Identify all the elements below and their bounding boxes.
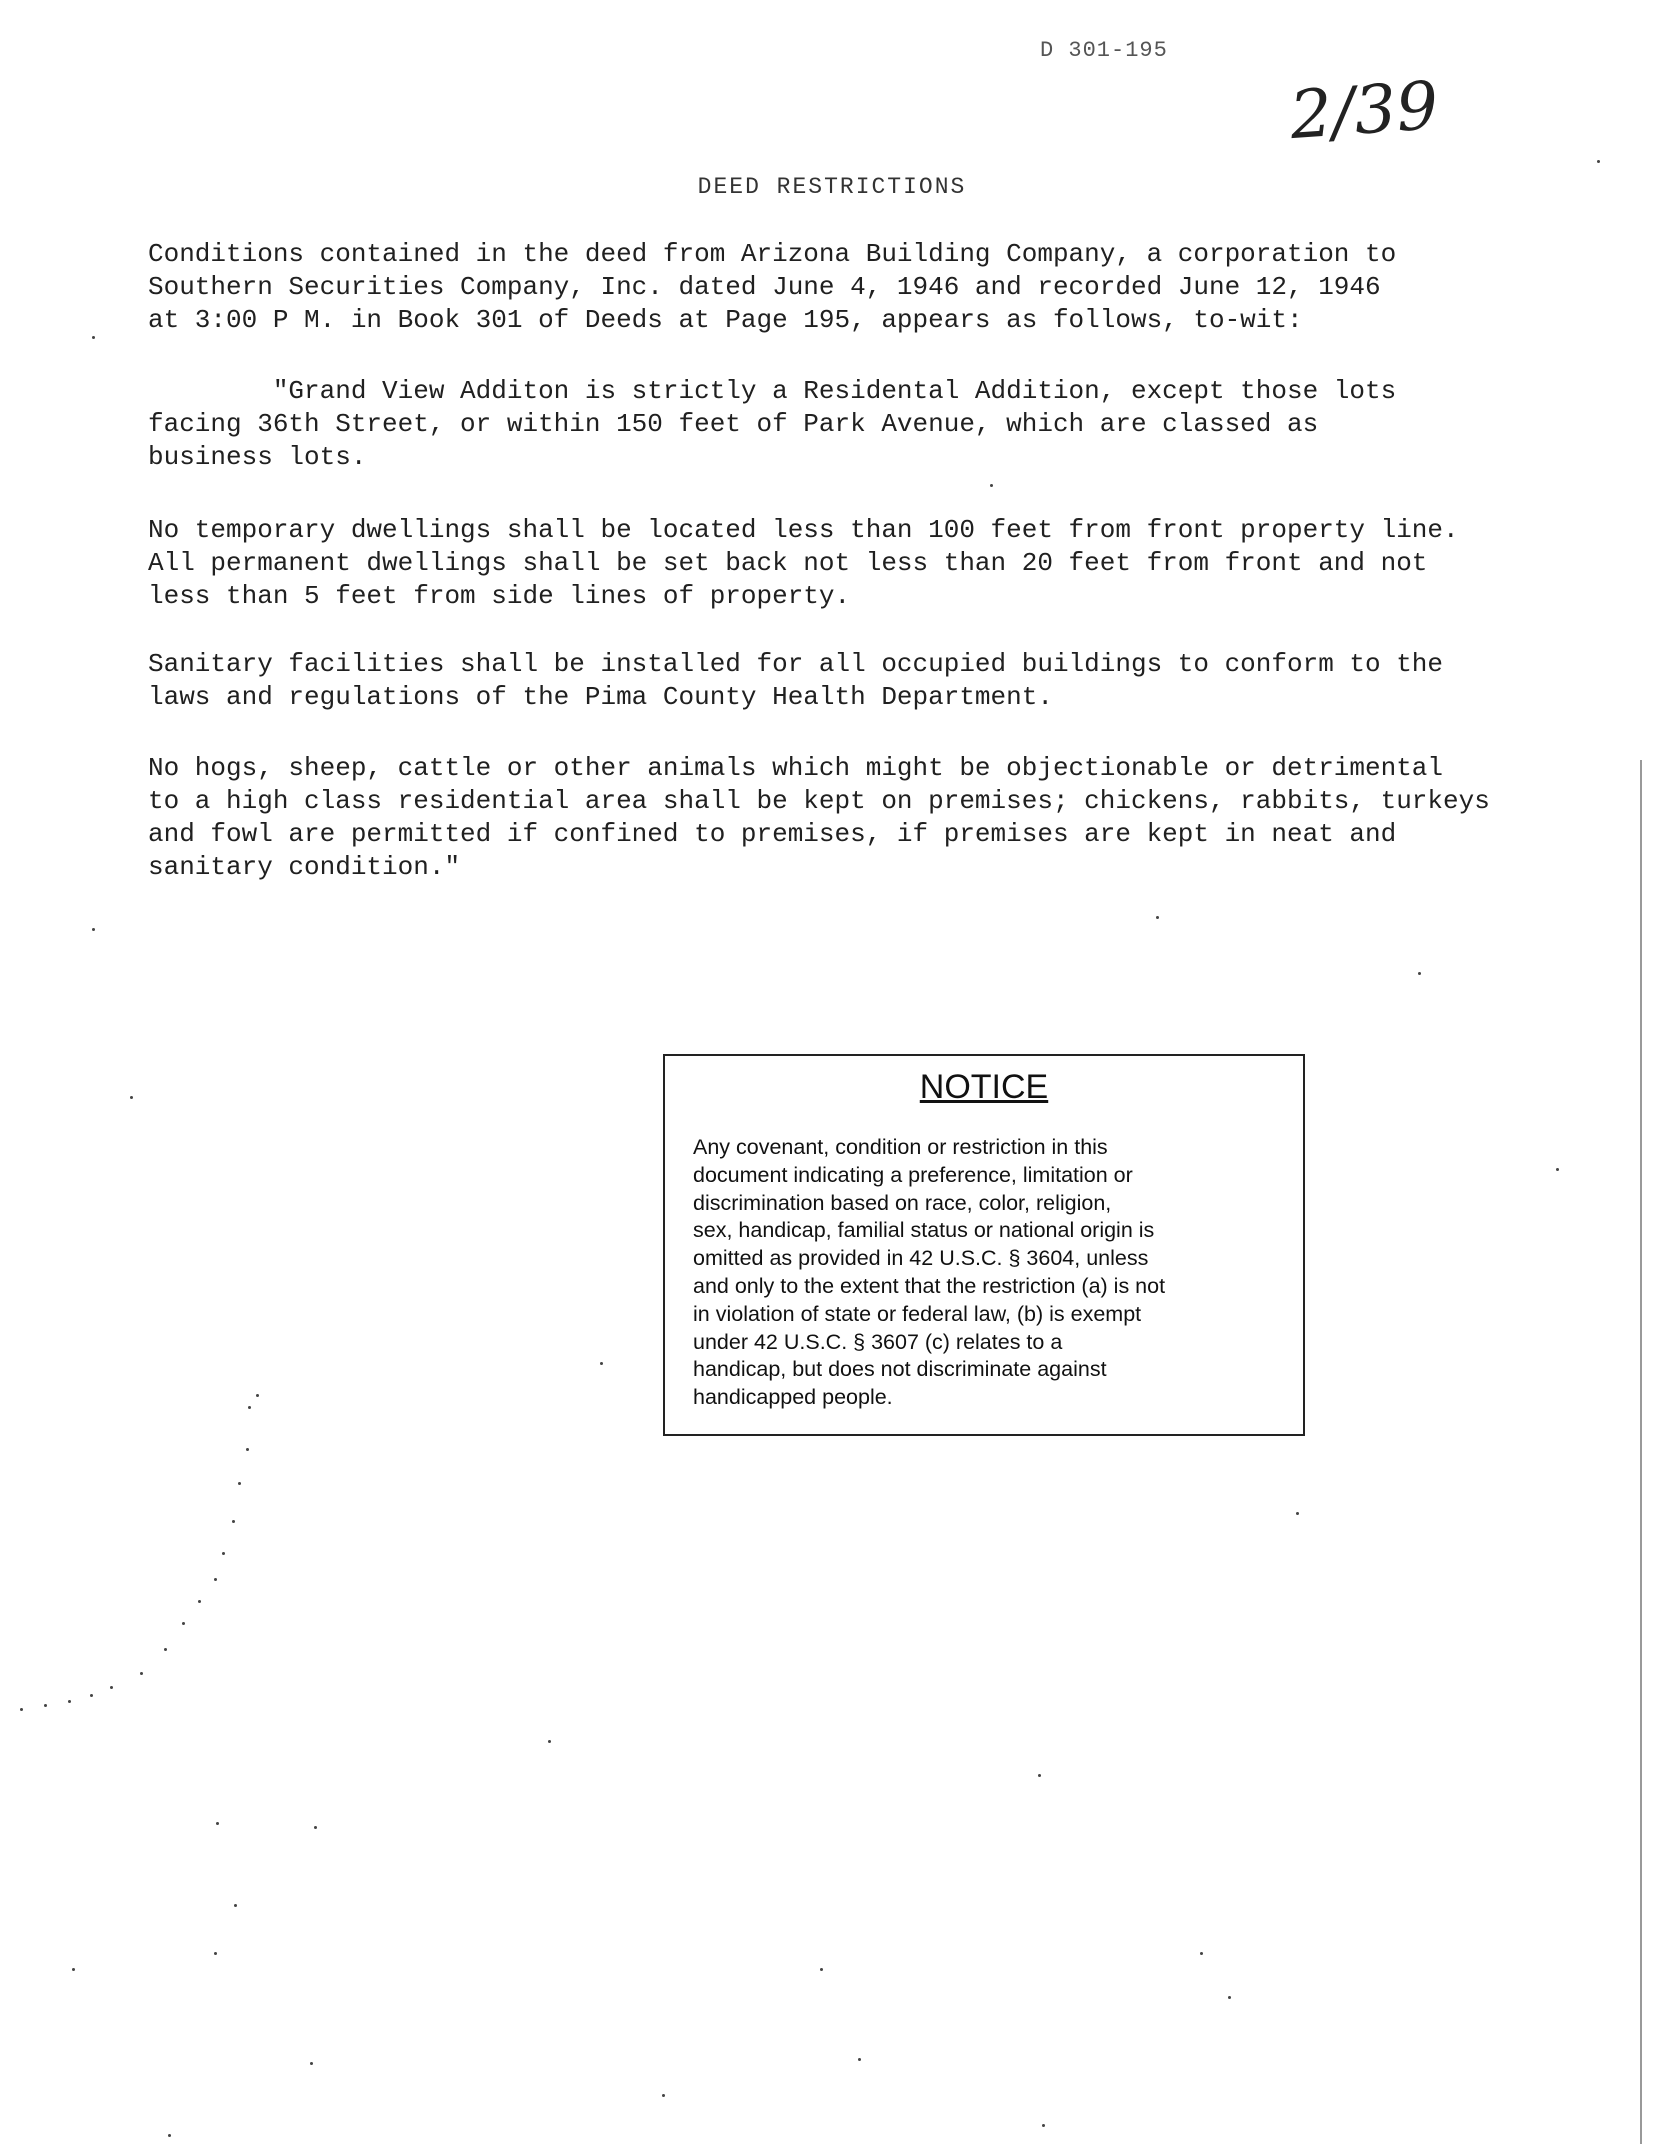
scan-speck — [662, 2094, 665, 2097]
scan-speck — [1228, 1996, 1231, 1999]
scan-speck — [130, 1096, 133, 1099]
scan-speck — [1038, 1774, 1041, 1777]
scan-speck — [246, 1448, 249, 1451]
scan-speck — [1042, 2124, 1045, 2127]
scan-speck — [600, 1362, 603, 1365]
scan-speck — [820, 1968, 823, 1971]
scan-speck — [1296, 1512, 1299, 1515]
animals-paragraph: No hogs, sheep, cattle or other animals which might be objectionable or detrimental to a high class residential area shall be kept on premises; chickens, rabbits, turkeys and fowl are permitted if confined to premises, if premises are kept in neat and sanitary condition." — [148, 753, 1490, 882]
scan-speck — [92, 928, 95, 931]
scan-speck — [20, 1708, 23, 1711]
scan-speck — [168, 2134, 171, 2137]
scan-speck — [990, 484, 993, 487]
scan-speck — [1418, 972, 1421, 975]
document-reference-number: D 301-195 — [1040, 38, 1168, 63]
scan-speck — [1156, 916, 1159, 919]
scan-speck — [234, 1904, 237, 1907]
quoted-restriction-paragraph: "Grand View Additon is strictly a Residental Addition, except those lots facing 36th Street, or within 150 feet of Park Avenue, which are classed as business lots. — [148, 376, 1397, 472]
notice-stamp-box — [663, 1054, 1305, 1436]
scan-speck — [198, 1600, 201, 1603]
intro-paragraph: Conditions contained in the deed from Arizona Building Company, a corporation to Southern Securities Company, Inc. dated June 4, 1946 and recorded June 12, 1946 at 3:00 P M. in Book 301 of Deeds at Page 195, appears as follows, to-wit: — [148, 239, 1397, 335]
scan-edge-line — [1640, 760, 1642, 2144]
scan-speck — [858, 2058, 861, 2061]
scan-speck — [1556, 1168, 1559, 1171]
sanitary-paragraph: Sanitary facilities shall be installed for all occupied buildings to conform to the laws and regulations of the Pima County Health Department. — [148, 649, 1444, 712]
scan-speck — [248, 1406, 251, 1409]
scan-speck — [140, 1672, 143, 1675]
scan-speck — [232, 1520, 235, 1523]
scan-speck — [44, 1704, 47, 1707]
scan-speck — [314, 1826, 317, 1829]
scan-speck — [182, 1622, 185, 1625]
scan-speck — [238, 1482, 241, 1485]
dwellings-paragraph: No temporary dwellings shall be located less than 100 feet from front property line. All permanent dwellings shall be set back not less than 20 feet from front and not less than 5 feet from side lines of property. — [148, 515, 1459, 611]
scan-speck — [92, 336, 95, 339]
scan-speck — [72, 1968, 75, 1971]
scan-speck — [310, 2062, 313, 2065]
scan-speck — [222, 1552, 225, 1555]
notice-body: Any covenant, condition or restriction in this document indicating a preference, limitation or discrimination based on race, color, religion, sex, handicap, familial status or national origin is omitted as provided in 42 U.S.C. § 3604, unless and only to the extent that the restriction (a) is not in violation of state or federal law, (b) is exempt under 42 U.S.C. § 3607 (c) relates to a handicap, but does not discriminate against handicapped people. — [693, 1135, 1166, 1410]
document-title: DEED RESTRICTIONS — [697, 174, 967, 200]
scan-speck — [1597, 160, 1600, 163]
scan-speck — [90, 1694, 93, 1697]
scan-speck — [164, 1648, 167, 1651]
handwritten-page-number: 2/39 — [1287, 66, 1441, 155]
scan-speck — [110, 1686, 113, 1689]
notice-title: NOTICE — [919, 1068, 1049, 1106]
scan-speck — [214, 1578, 217, 1581]
scan-speck — [548, 1740, 551, 1743]
scan-speck — [256, 1394, 259, 1397]
scan-speck — [68, 1700, 71, 1703]
scan-speck — [1200, 1952, 1203, 1955]
scan-speck — [214, 1952, 217, 1955]
scan-speck — [216, 1822, 219, 1825]
